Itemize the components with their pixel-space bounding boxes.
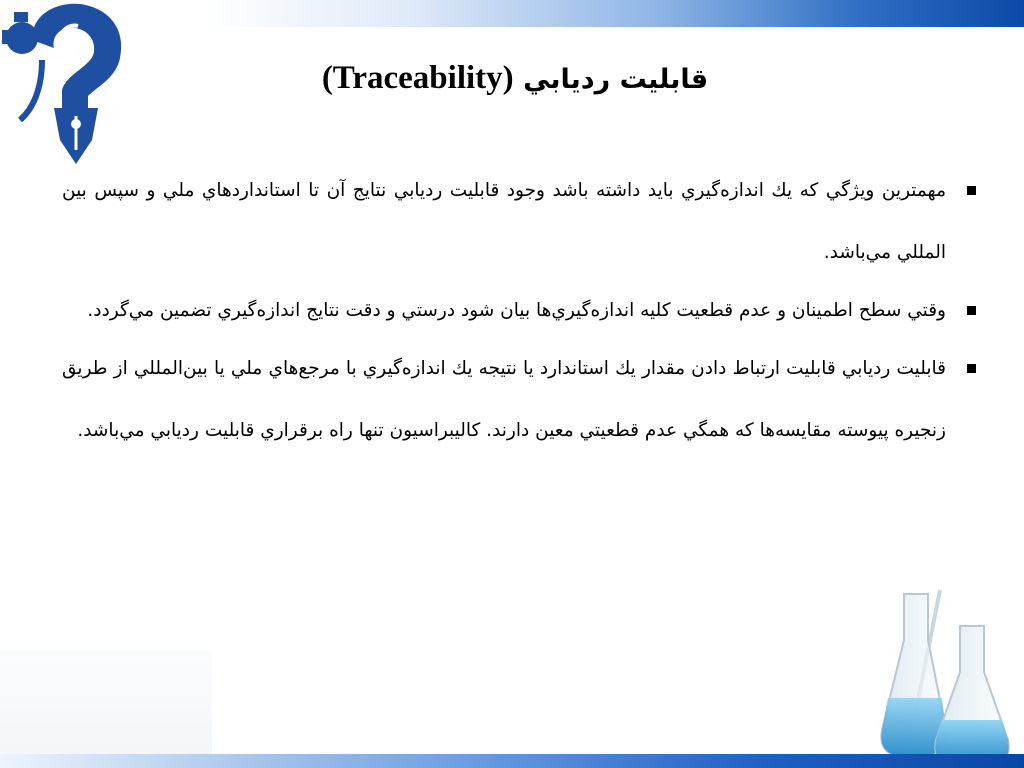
bullet-text: وقتي سطح اطمينان و عدم قطعيت كليه اندازه‌گيري‌ها بيان شود درستي و دقت نتايج اندازه‌گيري تضمين مي‌گردد.	[87, 300, 946, 321]
bottom-gradient-bar	[0, 754, 1024, 768]
square-bullet-icon	[967, 364, 976, 373]
top-gradient-bar	[205, 0, 1024, 27]
bullet-text: مهمترين ويژگي كه يك اندازه‌گيري بايد داشته باشد وجود قابليت رديابي نتايج آن تا استانداردهاي ملي و سپس بين المللي مي‌باشد.	[62, 180, 946, 263]
bullet-item	[62, 338, 978, 462]
faded-background-panel	[0, 650, 212, 754]
page-title	[300, 60, 730, 97]
question-mark-gear-logo-icon	[2, 0, 128, 166]
bullet-text: قابليت رديابي قابليت ارتباط دادن مقدار يك استاندارد يا نتيجه يك اندازه‌گيري با مرجع‌هاي ملي يا بين‌المللي از طريق زنجيره پيوسته مقايسه‌ها كه همگي عدم قطعيتي معين دارند. كاليبراسيون تنها راه برقراري قابليت رديابي مي‌باشد.	[62, 358, 946, 441]
square-bullet-icon	[967, 186, 976, 195]
bullet-item	[62, 280, 978, 342]
square-bullet-icon	[967, 306, 976, 315]
laboratory-flasks-icon	[876, 580, 1024, 768]
title-latin: (Traceability)	[321, 60, 514, 97]
title-persian: قابليت رديابي	[523, 64, 709, 96]
bullet-list	[62, 160, 978, 458]
bullet-item	[62, 160, 978, 284]
